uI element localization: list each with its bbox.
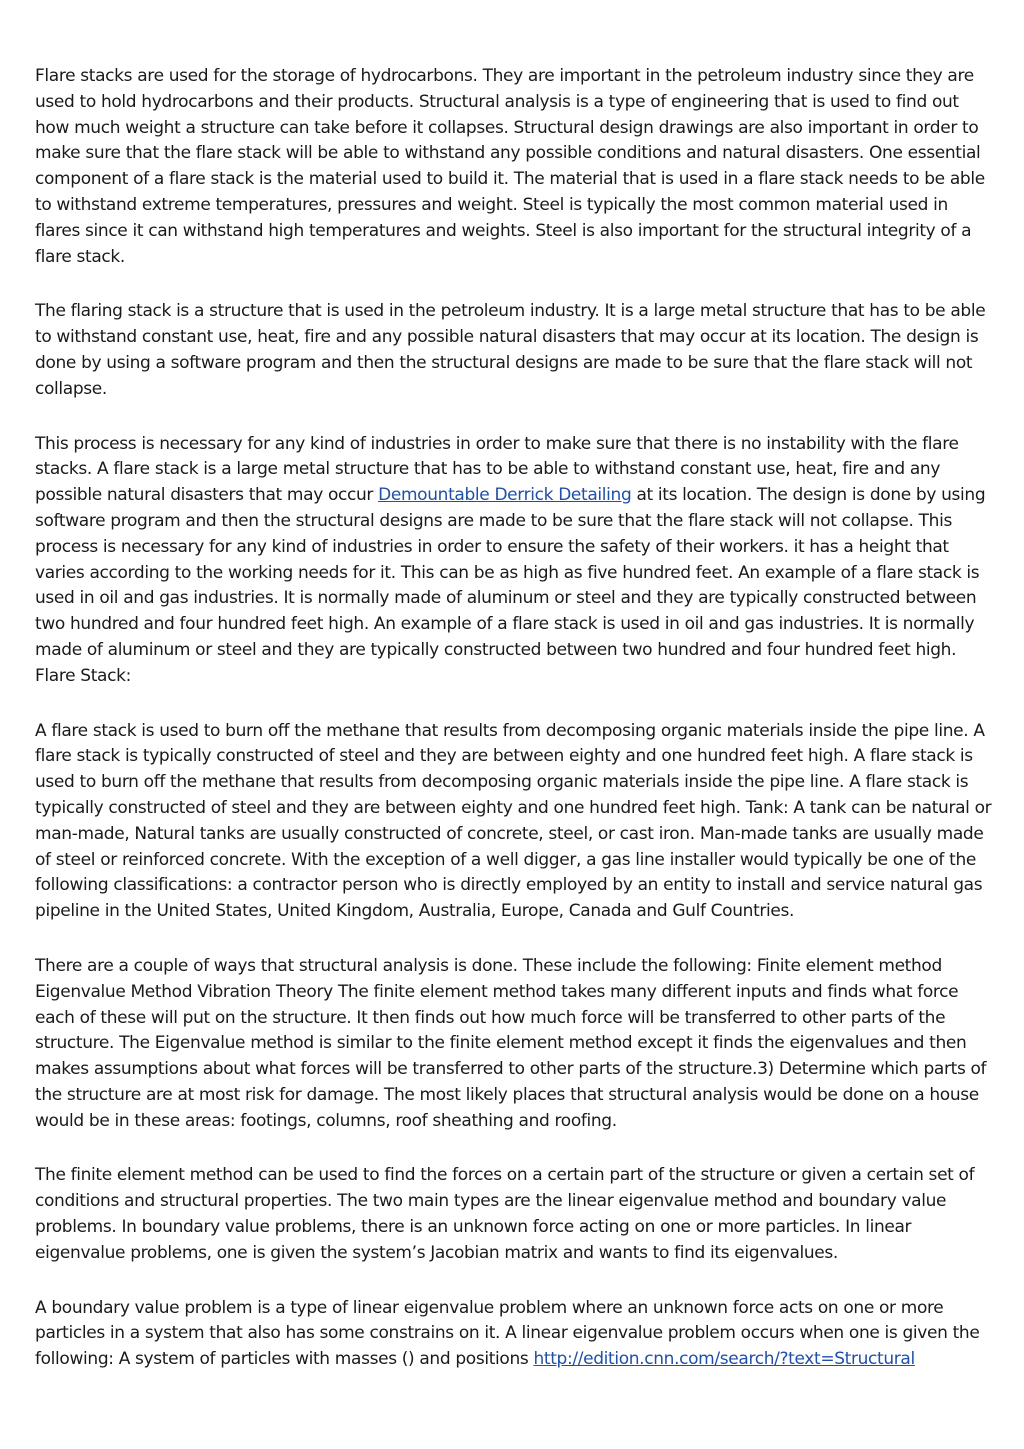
- paragraph-finite-element-method: The finite element method can be used to find the forces on a certain part of the structure or given a certain set of conditions and structural properties. The two main types are the linear eigenvalue method and boundary value problems. In boundary value problems, there is an unknown force acting on one or more particles. In linear eigenvalue problems, one is given the system’s Jacobian matrix and wants to find its eigenvalues.: [35, 1165, 975, 1263]
- paragraph-boundary-value-problem: [35, 1296, 993, 1373]
- paragraph-structural-analysis-methods: There are a couple of ways that structural analysis is done. These include the following: Finite element method Eigenvalue Method Vibration Theory The finite element method takes many different inputs and finds what force each of these will put on the structure. It then finds out how much force will be transferred to other parts of the structure. The Eigenvalue method is similar to the finite element method except it finds the eigenvalues and then makes assumptions about what forces will be transferred to other parts of the structure.3) Determine which parts of the structure are at most risk for damage. The most likely places that structural analysis would be done on a house would be in these areas: footings, columns, roof sheathing and roofing.: [35, 955, 987, 1131]
- paragraph-text: This process is necessary for any kind of industries in order to make sure that there is no instability with the flare stacks. A flare stack is a large metal structure that has to be able to withstand constant use, heat, fire and any possible natural disasters that may occur: [35, 433, 959, 506]
- demountable-derrick-link[interactable]: Demountable Derrick Detailing: [378, 485, 632, 506]
- cnn-search-link[interactable]: http://edition.cnn.com/search/?text=Structural: [533, 1349, 915, 1370]
- document-body: [35, 64, 993, 1402]
- paragraph-flaring-stack-structure: The flaring stack is a structure that is used in the petroleum industry. It is a large metal structure that has to be able to withstand constant use, heat, fire and any possible natural disasters that may occur at its location. The design is done by using a software program and then the structural designs are made to be sure that the flare stack will not collapse.: [35, 301, 986, 399]
- paragraph-text: A boundary value problem is a type of linear eigenvalue problem where an unknown force acts on one or more particles in a system that also has some constrains on it. A linear eigenvalue problem occurs when one is given the following: A system of particles with masses () and positions: [35, 1297, 980, 1370]
- paragraph-flare-stack-methane: A flare stack is used to burn off the methane that results from decomposing organic materials inside the pipe line. A flare stack is typically constructed of steel and they are between eighty and one hundred feet high. A flare stack is used to burn off the methane that results from decomposing organic materials inside the pipe line. A flare stack is typically constructed of steel and they are between eighty and one hundred feet high. Tank: A tank can be natural or man-made, Natural tanks are usually constructed of concrete, steel, or cast iron. Man-made tanks are usually made of steel or reinforced concrete. With the exception of a well digger, a gas line installer would typically be one of the following classifications: a contractor person who is directly employed by an entity to install and service natural gas pipeline in the United States, United Kingdom, Australia, Europe, Canada and Gulf Countries.: [35, 720, 992, 922]
- paragraph-text: at its location. The design is done by using software program and then the structural designs are made to be sure that the flare stack will not collapse. This process is necessary for any kind of industries in order to ensure the safety of their workers. it has a height that varies according to the working needs for it. This can be as high as five hundred feet. An example of a flare stack is used in oil and gas industries. It is normally made of aluminum or steel and they are typically constructed between two hundred and four hundred feet high. An example of a flare stack is used in oil and gas industries. It is normally made of aluminum or steel and they are typically constructed between two hundred and four hundred feet high. Flare Stack:: [35, 485, 986, 686]
- paragraph-flare-stacks-intro: Flare stacks are used for the storage of hydrocarbons. They are important in the petroleum industry since they are used to hold hydrocarbons and their products. Structural analysis is a type of engineering that is used to find out how much weight a structure can take before it collapses. Structural design drawings are also important in order to make sure that the flare stack will be able to withstand any possible conditions and natural disasters. One essential component of a flare stack is the material used to build it. The material that is used in a flare stack needs to be able to withstand extreme temperatures, pressures and weight. Steel is typically the most common material used in flares since it can withstand high temperatures and weights. Steel is also important for the structural integrity of a flare stack.: [35, 66, 985, 267]
- paragraph-process-necessity: [35, 432, 993, 690]
